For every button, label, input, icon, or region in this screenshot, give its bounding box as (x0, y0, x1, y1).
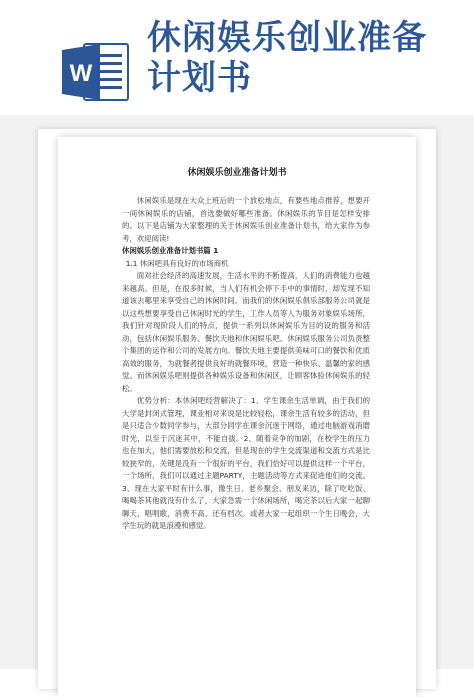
banner-title-line-1: 休闲娱乐创业准备 (147, 18, 427, 58)
banner (0, 0, 474, 120)
paragraph-market: 面对社会经济的高速发展，生活水平的不断提高，人们的消费能力也越来越高。但是，在很多时候，当人们有机会停下手中的事情时，却发现不知道该去哪里来享受自己的休闲时间。而我们的休闲娱乐俱乐部服务公司就是以这些想要享受自己休闲时光的学生，工作人员等人为服务对象娱乐场所，我们针对现阶段人们的特点，提供一系列以休闲娱乐为目的设的服务和活动，包括休闲娱乐服务、餐饮天地和休闲娱乐吧。休闲娱乐服务公司负责整个集团的运作和公司的发展方向。餐饮天地主要提供美味可口的餐饮和优质高效的服务，为就餐者提供良好的就餐环境，营造一种快乐、温馨的家的感觉。而休闲娱乐吧则提供各种娱乐设备和休闲区，让顾客体验休闲娱乐的轻松。 (122, 271, 370, 393)
document-page (58, 137, 416, 697)
document-title: 休闲娱乐创业准备计划书 (187, 168, 287, 178)
word-logo-letter: W (69, 60, 93, 87)
section-heading: 休闲娱乐创业准备计划书篇 1 (122, 246, 219, 255)
document-preview (0, 115, 474, 669)
intro-paragraph: 休闲娱乐是现在大众上班后的一个放松地点，有要些地点推荐，想要开一间休闲娱乐的店铺，首选要做好哪些准备。休闲娱乐的节目是怎样安排的。以下是店铺为大家整理的关于休闲娱乐创业准备计划书，给大家作为参考，欢迎阅读! (122, 196, 370, 243)
document-body (122, 195, 370, 533)
paragraph-advantages: 优势分析：本休闲吧经营解决了：1、学生课余生活单调，由于我们的大学是封闭式管理，课业相对来说是比较轻松，课余生活有较多的活动，但是只适合少数同学参与，大部分同学在课余沉迷于网络，通过电脑游戏消磨时光，以至于沉迷其中，不能自拔。2、随着竞争的加剧，在校学生的压力也在加大，他们需要放松和交流，但是现在的学生交流渠道和交流方式是比较狭窄的，关键是没有一个很好的平台，我们恰好可以提供这样一个平台，一个场所，我们可以通过主题PARTY，主题活动等方式来促进他们的交流。3、现在大家平时有什么事，像生日、老乡聚会、朋友来访，除了吃吃饭、喝喝茶其他就没有什么了，大家急需一个休闲场所，喝完茶以后大家一起聊聊天，唱唱歌，消费不高，还有档次。或者大家一起组织一个生日晚会，大学生玩的就是浪漫和感觉。 (122, 396, 370, 530)
subheading: 1.1 休闲吧具有良好的市场商机 (125, 258, 229, 268)
word-document-icon (62, 42, 130, 102)
banner-title-line-2: 计划书 (147, 58, 252, 98)
